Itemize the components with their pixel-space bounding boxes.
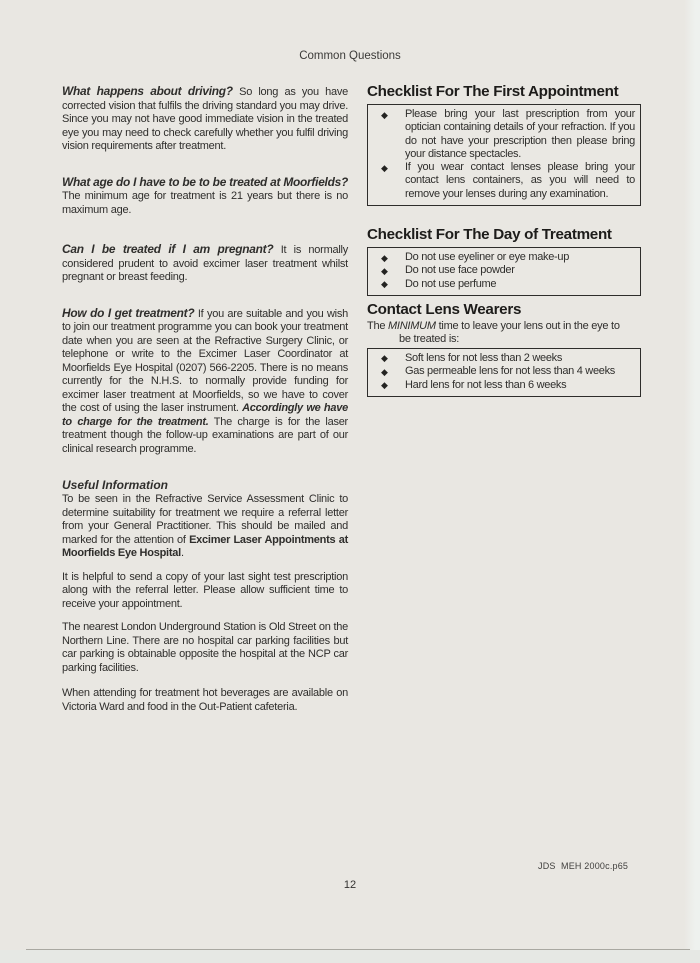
qa-age <box>62 176 348 218</box>
diamond-bullet-icon: ◆ <box>381 265 388 276</box>
contact-lens-item-text: Gas permeable lens for not less than 4 weeks <box>405 365 615 378</box>
scan-edge-bottom <box>0 950 700 963</box>
answer-treatment-part2: The charge is for the laser treatment though the follow-up examinations are part of our clinical research programme. <box>62 415 348 455</box>
page-number: 12 <box>343 879 357 891</box>
referral-text-end: . <box>180 547 184 559</box>
checklist-first-item <box>368 161 635 201</box>
page-header-title: Common Questions <box>299 50 401 62</box>
useful-paragraph-underground: The nearest London Underground Station is Old Street on the Northern Line. There are no hospital car parking facilities but car parking is obtainable opposite the hospital at the NCP car parking facilities. <box>62 621 348 674</box>
checklist-day-item-text: Do not use eyeliner or eye make-up <box>405 251 570 264</box>
diamond-bullet-icon: ◆ <box>381 279 388 290</box>
answer-treatment-part1: If you are suitable and you wish to join our treatment programme you can book your treatment date when you are seen at the Refractive Surgery Clinic, or telephone or write to the Excimer Laser Coordinator at Moorfields Eye Hospital (0207) 566-2205. There is no means currently for the N.H.S. to normally provide funding for excimer laser treatment at Moorfields, so we have to cover the cost of using the laser instrument. <box>62 307 348 414</box>
intro-minimum-text: MINIMUM <box>388 319 436 332</box>
intro-text: The <box>367 319 389 332</box>
contact-lens-item-text: Soft lens for not less than 2 weeks <box>405 351 563 364</box>
contact-lens-intro <box>367 320 641 346</box>
contact-lens-intro-line2: be treated is: <box>399 332 460 345</box>
checklist-first-item <box>368 108 635 161</box>
checklist-first-box <box>367 104 641 206</box>
diamond-bullet-icon: ◆ <box>381 353 388 364</box>
checklist-first-heading: Checklist For The First Appointment <box>367 83 619 100</box>
contact-lens-item <box>368 365 635 378</box>
checklist-first-item-text: If you wear contact lenses please bring your contact lens containers, as you will need to remove your lenses during any examination. <box>405 161 635 200</box>
question-pregnant: Can I be treated if I am pregnant? <box>62 242 274 256</box>
question-treatment: How do I get treatment? <box>62 305 195 320</box>
contact-lens-heading: Contact Lens Wearers <box>367 300 522 318</box>
question-driving: What happens about driving? <box>62 84 233 98</box>
diamond-bullet-icon: ◆ <box>381 366 388 377</box>
checklist-first-item-text: Please bring your last prescription from your optician containing details of your refraction. If you do not have your prescription then please bring your distance spectacles. <box>405 108 635 160</box>
diamond-bullet-icon: ◆ <box>381 162 388 173</box>
left-column <box>62 0 348 714</box>
diamond-bullet-icon: ◆ <box>381 252 388 263</box>
checklist-day-item-text: Do not use face powder <box>405 264 515 277</box>
contact-lens-item <box>368 352 635 365</box>
scan-edge-right <box>684 0 700 963</box>
intro-text-post: time to leave your lens out in the eye to <box>435 319 620 332</box>
referral-bold-text: Excimer Laser Appointments at Moorfields Eye Hospital <box>62 533 349 559</box>
footer-print-code: JDS MEH 2000c.p65 <box>538 861 629 871</box>
contact-lens-box <box>367 348 641 397</box>
qa-pregnant <box>62 243 348 285</box>
useful-paragraph-beverages: When attending for treatment hot beverages are available on Victoria Ward and food in the Out-Patient cafeteria. <box>62 687 348 713</box>
qa-treatment <box>62 307 348 457</box>
checklist-day-box <box>367 247 641 296</box>
useful-paragraph-prescription: It is helpful to send a copy of your last sight test prescription along with the referral letter. Please allow sufficient time to receive your appointment. <box>62 570 348 610</box>
checklist-day-item <box>368 278 635 291</box>
useful-information-heading: Useful Information <box>62 478 169 492</box>
contact-lens-item-text: Hard lens for not less than 6 weeks <box>405 378 567 391</box>
answer-pregnant: It is normally considered prudent to avoid excimer laser treatment whilst pregnant or breast feeding. <box>62 244 348 283</box>
answer-age: The minimum age for treatment is 21 years but there is no maximum age. <box>62 190 348 216</box>
diamond-bullet-icon: ◆ <box>381 380 388 391</box>
qa-driving <box>62 85 348 154</box>
referral-text: To be seen in the Refractive Service Assessment Clinic to determine suitability for treatment we require a referral letter from your General Practitioner. This should be mailed and marked for the attention of <box>62 493 348 546</box>
answer-driving: So long as you have corrected vision that fulfils the driving standard you may drive. Since you may not have good immediate vision in the treated eye you may need to check carefully whether you fulfil driving vision requirements after treatment. <box>62 86 348 152</box>
question-age: What age do I have to be to be treated at Moorfields? <box>62 174 348 189</box>
checklist-day-heading: Checklist For The Day of Treatment <box>367 226 612 244</box>
checklist-day-item-text: Do not use perfume <box>405 277 497 290</box>
diamond-bullet-icon: ◆ <box>381 109 388 120</box>
useful-paragraph-referral <box>62 493 348 561</box>
checklist-day-item <box>368 251 635 264</box>
contact-lens-intro-line1 <box>367 320 641 333</box>
checklist-day-item <box>368 264 635 277</box>
right-column <box>367 0 641 397</box>
answer-treatment-bold: Accordingly we have to charge for the treatment. <box>62 402 348 428</box>
contact-lens-item <box>368 379 635 392</box>
